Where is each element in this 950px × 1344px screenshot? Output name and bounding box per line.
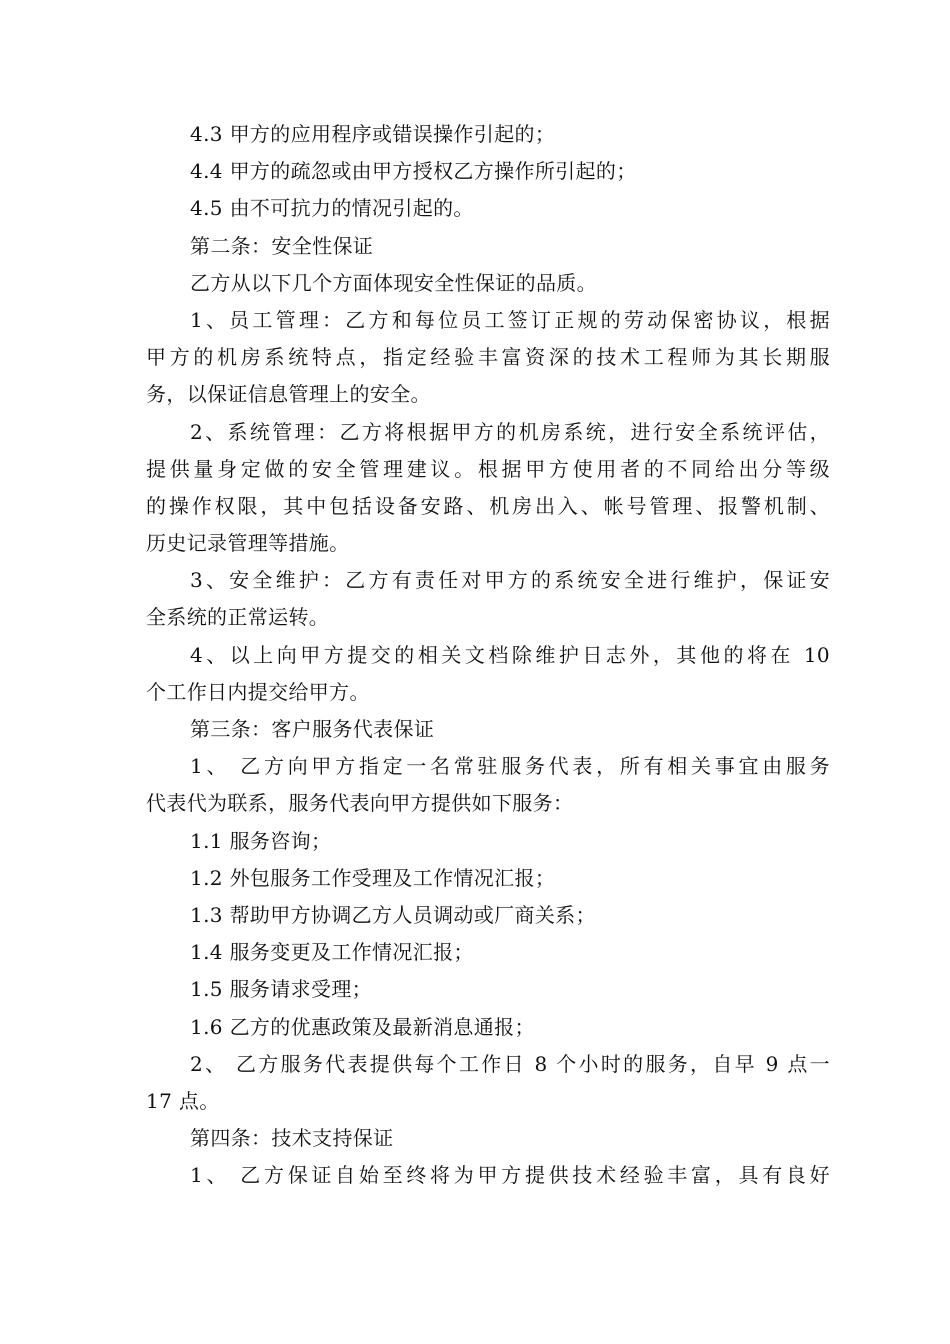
system-management-line-3: 的操作权限，其中包括设备安路、机房出入、帐号管理、报警机制、 (146, 493, 830, 518)
technical-support-line-1: 1、 乙方保证自始至终将为甲方提供技术经验丰富，具有良好 (190, 1163, 830, 1188)
service-item-1-2: 1.2 外包服务工作受理及工作情况汇报； (190, 865, 556, 890)
service-item-1-5: 1.5 服务请求受理； (190, 977, 373, 1002)
clause-4-5: 4.5 由不可抗力的情况引起的。 (190, 196, 474, 221)
clause-4-3: 4.3 甲方的应用程序或错误操作引起的； (190, 122, 556, 146)
service-hours-line-1: 2、 乙方服务代表提供每个工作日 8 个小时的服务，自早 9 点一 (190, 1051, 830, 1076)
service-representative-line-1: 1、 乙方向甲方指定一名常驻服务代表，所有相关事宜由服务 (190, 754, 830, 779)
system-management-line-1: 2、系统管理：乙方将根据甲方的机房系统，进行安全系统评估， (190, 419, 830, 444)
clause-4-4: 4.4 甲方的疏忽或由甲方授权乙方操作所引起的； (190, 159, 637, 184)
article-2-heading: 第二条：安全性保证 (190, 233, 374, 258)
system-management-line-2: 提供量身定做的安全管理建议。根据甲方使用者的不同给出分等级 (146, 456, 830, 481)
security-maintenance-line-1: 3、安全维护：乙方有责任对甲方的系统安全进行维护，保证安 (190, 568, 830, 593)
document-body (146, 116, 830, 1194)
service-item-1-4: 1.4 服务变更及工作情况汇报； (190, 940, 474, 965)
document-submission-line-2: 个工作日内提交给甲方。 (146, 679, 370, 704)
document-submission-line-1: 4、以上向甲方提交的相关文档除维护日志外，其他的将在 10 (190, 642, 830, 667)
article-4-heading: 第四条：技术支持保证 (190, 1126, 394, 1151)
service-representative-line-2: 代表代为联系，服务代表向甲方提供如下服务： (146, 791, 574, 816)
system-management-line-4: 历史记录管理等措施。 (146, 531, 350, 556)
service-hours-line-2: 17 点。 (146, 1088, 220, 1113)
article-3-heading: 第三条：客户服务代表保证 (190, 717, 435, 741)
staff-management-line-3: 务，以保证信息管理上的安全。 (146, 382, 431, 407)
service-item-1-6: 1.6 乙方的优惠政策及最新消息通报； (190, 1014, 535, 1039)
security-maintenance-line-2: 全系统的正常运转。 (146, 605, 330, 630)
staff-management-line-2: 甲方的机房系统特点，指定经验丰富资深的技术工程师为其长期服 (146, 345, 830, 370)
staff-management-line-1: 1、员工管理：乙方和每位员工签订正规的劳动保密协议，根据 (190, 307, 830, 332)
article-2-intro: 乙方从以下几个方面体现安全性保证的品质。 (190, 270, 597, 295)
service-item-1-3: 1.3 帮助甲方协调乙方人员调动或厂商关系； (190, 902, 596, 927)
service-item-1-1: 1.1 服务咨询； (190, 828, 332, 853)
